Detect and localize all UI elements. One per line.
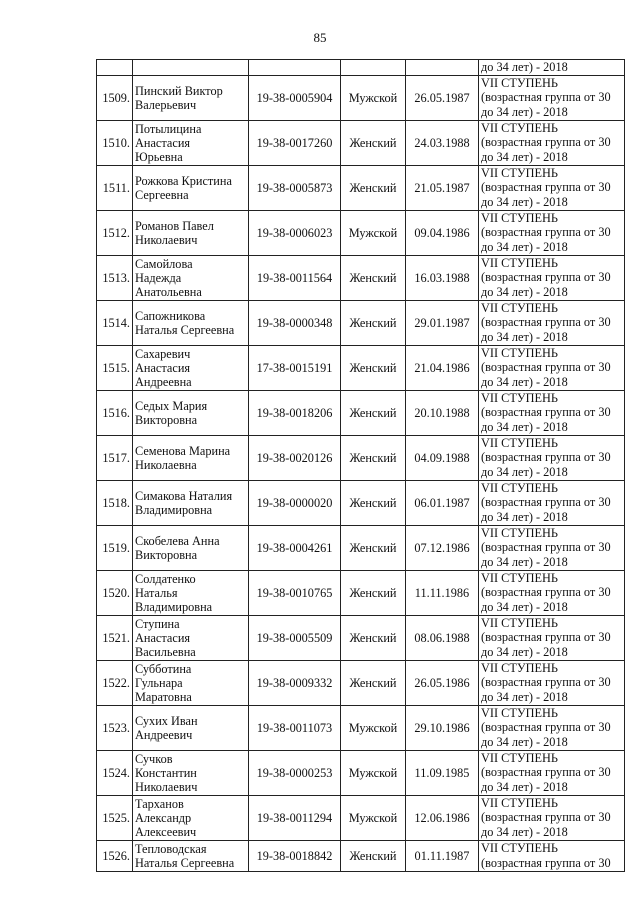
person-name-line: Тарханов [135, 796, 184, 811]
person-name-line: Субботина [135, 661, 192, 676]
cell-empty [406, 60, 479, 76]
person-name [133, 165, 249, 210]
person-name [133, 750, 249, 795]
level-cell [479, 255, 625, 300]
gender: Женский [341, 390, 406, 435]
table-row [97, 525, 625, 570]
level-text: (возрастная группа от 30 [481, 675, 611, 690]
level-text: (возрастная группа от 30 [481, 405, 611, 420]
person-name-line: Анастасия [135, 135, 191, 150]
table-row [97, 120, 625, 165]
table-row [97, 165, 625, 210]
level-text: (возрастная группа от 30 [481, 135, 611, 150]
gender: Мужской [341, 75, 406, 120]
person-name [133, 660, 249, 705]
person-name-line: Симакова Наталия [135, 488, 233, 503]
level-cell [479, 390, 625, 435]
person-name-line: Сухих Иван [135, 713, 198, 728]
person-name-line: Васильевна [135, 644, 196, 659]
person-name-line: Наталья Сергеевна [135, 855, 235, 870]
birth-date: 07.12.1986 [406, 525, 479, 570]
registration-id: 19-38-0005509 [249, 615, 341, 660]
cell-empty [97, 60, 133, 76]
level-cell [479, 120, 625, 165]
person-name-line: Сучков [135, 751, 173, 766]
birth-date: 20.10.1988 [406, 390, 479, 435]
person-name-line: Семенова Марина [135, 443, 231, 458]
person-name [133, 75, 249, 120]
birth-date: 21.04.1986 [406, 345, 479, 390]
row-number: 1519. [97, 525, 133, 570]
person-name-line: Потылицина [135, 121, 202, 136]
birth-date: 12.06.1986 [406, 795, 479, 840]
level-text: VII СТУПЕНЬ [481, 525, 558, 540]
person-name [133, 840, 249, 871]
level-cell [479, 660, 625, 705]
level-text: (возрастная группа от 30 [481, 225, 611, 240]
level-text: до 34 лет) - 2018 [481, 374, 568, 389]
level-text: (возрастная группа от 30 [481, 585, 611, 600]
level-text: (возрастная группа от 30 [481, 90, 611, 105]
birth-date: 06.01.1987 [406, 480, 479, 525]
level-text: VII СТУПЕНЬ [481, 435, 558, 450]
person-name-line: Валерьевич [135, 97, 197, 112]
table-row [97, 345, 625, 390]
records-table-body [97, 60, 625, 872]
person-name [133, 525, 249, 570]
birth-date: 08.06.1988 [406, 615, 479, 660]
level-text: до 34 лет) - 2018 [481, 599, 568, 614]
level-cell [479, 840, 625, 871]
level-cell [479, 570, 625, 615]
person-name [133, 615, 249, 660]
level-text: VII СТУПЕНЬ [481, 841, 558, 855]
person-name-line: Надежда [135, 270, 182, 285]
person-name-line: Анатольевна [135, 284, 202, 299]
birth-date: 26.05.1987 [406, 75, 479, 120]
person-name [133, 300, 249, 345]
level-text: до 34 лет) - 2018 [481, 644, 568, 659]
person-name-line: Наталья [135, 585, 178, 600]
level-text: VII СТУПЕНЬ [481, 75, 558, 90]
level-text: (возрастная группа от 30 [481, 630, 611, 645]
page-number: 85 [313, 30, 327, 45]
person-name-line: Юрьевна [135, 149, 183, 164]
person-name-line: Гульнара [135, 675, 183, 690]
person-name-line: Седых Мария [135, 398, 208, 413]
person-name [133, 705, 249, 750]
gender: Женский [341, 840, 406, 871]
level-text: VII СТУПЕНЬ [481, 615, 558, 630]
person-name-line: Алексеевич [135, 824, 197, 839]
level-text: VII СТУПЕНЬ [481, 120, 558, 135]
person-name-line: Владимировна [135, 502, 213, 517]
table-row [97, 705, 625, 750]
row-number: 1514. [97, 300, 133, 345]
gender: Женский [341, 435, 406, 480]
person-name-line: Маратовна [135, 689, 192, 704]
birth-date: 04.09.1988 [406, 435, 479, 480]
person-name-line: Наталья Сергеевна [135, 322, 235, 337]
level-text: VII СТУПЕНЬ [481, 210, 558, 225]
level-cell [479, 210, 625, 255]
person-name [133, 570, 249, 615]
person-name-line: Солдатенко [135, 571, 196, 586]
level-cell [479, 615, 625, 660]
person-name-line: Пинский Виктор [135, 83, 223, 98]
registration-id: 19-38-0005904 [249, 75, 341, 120]
level-text: до 34 лет) - 2018 [481, 509, 568, 524]
level-text: (возрастная группа от 30 [481, 315, 611, 330]
person-name [133, 120, 249, 165]
registration-id: 19-38-0005873 [249, 165, 341, 210]
person-name-line: Самойлова [135, 256, 193, 271]
level-text: до 34 лет) - 2018 [481, 689, 568, 704]
gender: Женский [341, 120, 406, 165]
level-fragment-text: до 34 лет) - 2018 [481, 60, 568, 74]
person-name-line: Сергеевна [135, 187, 189, 202]
birth-date: 11.11.1986 [406, 570, 479, 615]
person-name-line: Николаевич [135, 232, 198, 247]
person-name-line: Николаевич [135, 779, 198, 794]
row-number: 1509. [97, 75, 133, 120]
gender: Женский [341, 165, 406, 210]
gender: Женский [341, 570, 406, 615]
table-row [97, 795, 625, 840]
row-number: 1510. [97, 120, 133, 165]
birth-date: 29.10.1986 [406, 705, 479, 750]
level-cell [479, 795, 625, 840]
level-cell [479, 165, 625, 210]
table-row [97, 255, 625, 300]
row-number: 1518. [97, 480, 133, 525]
gender: Женский [341, 345, 406, 390]
level-text: VII СТУПЕНЬ [481, 300, 558, 315]
gender: Мужской [341, 750, 406, 795]
cell-empty [249, 60, 341, 76]
row-number: 1515. [97, 345, 133, 390]
table-row [97, 660, 625, 705]
table-row [97, 75, 625, 120]
row-number: 1525. [97, 795, 133, 840]
registration-id: 19-38-0018842 [249, 840, 341, 871]
level-cell [479, 480, 625, 525]
birth-date: 09.04.1986 [406, 210, 479, 255]
person-name [133, 345, 249, 390]
person-name-line: Андреевич [135, 727, 193, 742]
registration-id: 19-38-0000253 [249, 750, 341, 795]
person-name-line: Андреевна [135, 374, 192, 389]
level-text: VII СТУПЕНЬ [481, 165, 558, 180]
table-row [97, 390, 625, 435]
person-name [133, 435, 249, 480]
table-row [97, 210, 625, 255]
person-name-line: Владимировна [135, 599, 213, 614]
level-cell [479, 300, 625, 345]
level-text: до 34 лет) - 2018 [481, 329, 568, 344]
person-name-line: Константин [135, 765, 197, 780]
level-text: (возрастная группа от 30 [481, 720, 611, 735]
level-text: до 34 лет) - 2018 [481, 464, 568, 479]
level-text: VII СТУПЕНЬ [481, 750, 558, 765]
level-text: VII СТУПЕНЬ [481, 570, 558, 585]
gender: Женский [341, 300, 406, 345]
level-cell [479, 525, 625, 570]
level-text: до 34 лет) - 2018 [481, 554, 568, 569]
row-number: 1522. [97, 660, 133, 705]
person-name-line: Анастасия [135, 360, 191, 375]
person-name [133, 795, 249, 840]
birth-date: 26.05.1986 [406, 660, 479, 705]
table-row [97, 570, 625, 615]
level-text: (возрастная группа от 30 [481, 810, 611, 825]
birth-date: 11.09.1985 [406, 750, 479, 795]
table-row [97, 300, 625, 345]
registration-id: 19-38-0018206 [249, 390, 341, 435]
level-text: до 34 лет) - 2018 [481, 104, 568, 119]
level-text: (возрастная группа от 30 [481, 270, 611, 285]
row-number: 1520. [97, 570, 133, 615]
person-name-line: Скобелева Анна [135, 533, 220, 548]
person-name [133, 390, 249, 435]
gender: Женский [341, 615, 406, 660]
registration-id: 19-38-0000020 [249, 480, 341, 525]
level-text: (возрастная группа от 30 [481, 855, 611, 870]
gender: Женский [341, 255, 406, 300]
row-number: 1513. [97, 255, 133, 300]
registration-id: 17-38-0015191 [249, 345, 341, 390]
row-number: 1523. [97, 705, 133, 750]
person-name [133, 480, 249, 525]
level-cell [479, 345, 625, 390]
level-text: до 34 лет) - 2018 [481, 239, 568, 254]
row-number: 1521. [97, 615, 133, 660]
level-text: до 34 лет) - 2018 [481, 419, 568, 434]
person-name-line: Николаевна [135, 457, 197, 472]
level-text: до 34 лет) - 2018 [481, 824, 568, 839]
person-name-line: Викторовна [135, 412, 198, 427]
level-cell-fragment [479, 60, 625, 76]
level-text: (возрастная группа от 30 [481, 765, 611, 780]
level-text: до 34 лет) - 2018 [481, 149, 568, 164]
gender: Мужской [341, 210, 406, 255]
registration-id: 19-38-0004261 [249, 525, 341, 570]
level-text: (возрастная группа от 30 [481, 540, 611, 555]
table-row [97, 480, 625, 525]
table-row [97, 435, 625, 480]
table-row-continuation [97, 60, 625, 76]
level-text: (возрастная группа от 30 [481, 360, 611, 375]
level-cell [479, 705, 625, 750]
level-cell [479, 750, 625, 795]
person-name-line: Романов Павел [135, 218, 214, 233]
level-text: до 34 лет) - 2018 [481, 734, 568, 749]
registration-id: 19-38-0017260 [249, 120, 341, 165]
person-name [133, 255, 249, 300]
gender: Мужской [341, 705, 406, 750]
level-text: (возрастная группа от 30 [481, 180, 611, 195]
cell-empty [341, 60, 406, 76]
table-row [97, 615, 625, 660]
registration-id: 19-38-0011073 [249, 705, 341, 750]
birth-date: 29.01.1987 [406, 300, 479, 345]
person-name-line: Ступина [135, 616, 180, 631]
row-number: 1526. [97, 840, 133, 871]
level-text: VII СТУПЕНЬ [481, 255, 558, 270]
table-row [97, 750, 625, 795]
level-text: VII СТУПЕНЬ [481, 480, 558, 495]
level-text: до 34 лет) - 2018 [481, 284, 568, 299]
gender: Женский [341, 480, 406, 525]
person-name-line: Рожкова Кристина [135, 173, 232, 188]
gender: Женский [341, 660, 406, 705]
birth-date: 21.05.1987 [406, 165, 479, 210]
birth-date: 01.11.1987 [406, 840, 479, 871]
level-text: VII СТУПЕНЬ [481, 660, 558, 675]
gender: Мужской [341, 795, 406, 840]
records-table [96, 59, 625, 872]
registration-id: 19-38-0006023 [249, 210, 341, 255]
registration-id: 19-38-0010765 [249, 570, 341, 615]
row-number: 1511. [97, 165, 133, 210]
person-name [133, 210, 249, 255]
level-cell [479, 435, 625, 480]
row-number: 1512. [97, 210, 133, 255]
person-name-line: Сапожникова [135, 308, 206, 323]
registration-id: 19-38-0020126 [249, 435, 341, 480]
level-text: до 34 лет) - 2018 [481, 779, 568, 794]
level-text: (возрастная группа от 30 [481, 450, 611, 465]
person-name-line: Анастасия [135, 630, 191, 645]
level-text: (возрастная группа от 30 [481, 495, 611, 510]
row-number: 1517. [97, 435, 133, 480]
birth-date: 24.03.1988 [406, 120, 479, 165]
cell-empty [133, 60, 249, 76]
level-text: VII СТУПЕНЬ [481, 795, 558, 810]
gender: Женский [341, 525, 406, 570]
table-row [97, 840, 625, 871]
row-number: 1516. [97, 390, 133, 435]
person-name-line: Александр [135, 810, 192, 825]
person-name-line: Викторовна [135, 547, 198, 562]
level-cell [479, 75, 625, 120]
person-name-line: Тепловодская [135, 841, 207, 856]
registration-id: 19-38-0009332 [249, 660, 341, 705]
level-text: до 34 лет) - 2018 [481, 194, 568, 209]
registration-id: 19-38-0011294 [249, 795, 341, 840]
registration-id: 19-38-0000348 [249, 300, 341, 345]
level-text: VII СТУПЕНЬ [481, 705, 558, 720]
row-number: 1524. [97, 750, 133, 795]
registration-id: 19-38-0011564 [249, 255, 341, 300]
level-text: VII СТУПЕНЬ [481, 390, 558, 405]
birth-date: 16.03.1988 [406, 255, 479, 300]
person-name-line: Сахаревич [135, 346, 191, 361]
level-text: VII СТУПЕНЬ [481, 345, 558, 360]
